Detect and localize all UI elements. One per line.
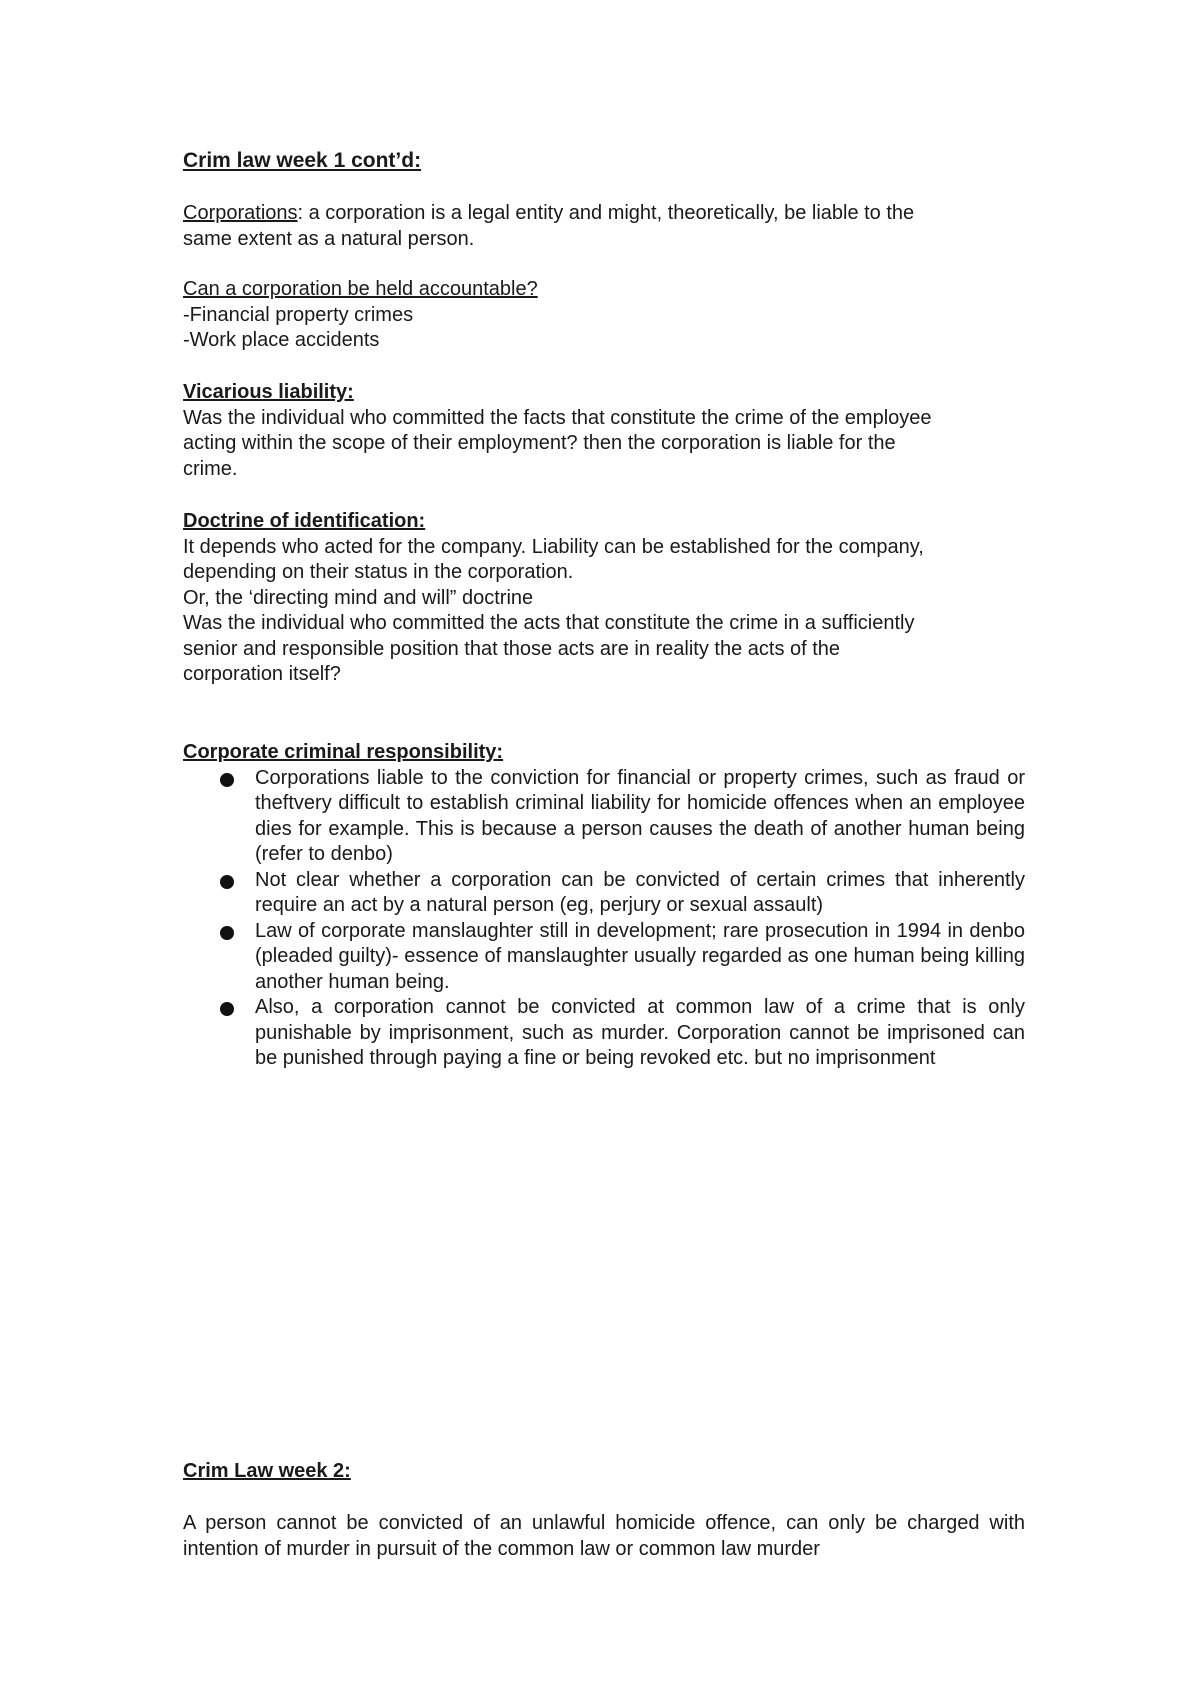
responsibility-section — [183, 740, 1025, 1072]
responsibility-list — [183, 766, 1025, 1072]
accountable-item: -Work place accidents — [183, 329, 380, 351]
page-title: Crim law week 1 cont’d: — [183, 149, 422, 172]
identification-heading: Doctrine of identification: — [183, 510, 426, 532]
vicarious-heading: Vicarious liability: — [183, 381, 354, 403]
identification-line: depending on their status in the corporation. — [183, 561, 574, 583]
list-item — [183, 766, 1025, 868]
identification-line: Was the individual who committed the acts that constitute the crime in a sufficiently — [183, 612, 915, 634]
accountable-question: Can a corporation be held accountable? — [183, 278, 538, 300]
identification-line: senior and responsible position that those acts are in reality the acts of the — [183, 637, 841, 660]
identification-line: It depends who acted for the company. Liability can be established for the company, — [183, 535, 924, 558]
list-item-text: Corporations liable to the conviction for financial or property crimes, such as fraud or theftvery difficult to establish criminal liability for homicide offences when an employee dies for example. This is because a person causes the death of another human being (refer to denbo) — [255, 766, 1025, 865]
identification-line: Or, the ‘directing mind and will” doctrine — [183, 586, 534, 609]
list-item — [183, 868, 1025, 919]
list-item-text: Not clear whether a corporation can be convicted of certain crimes that inherently require an act by a natural person (eg, perjury or sexual assault) — [255, 868, 1025, 916]
identification-line: corporation itself? — [183, 663, 341, 685]
responsibility-heading: Corporate criminal responsibility: — [183, 741, 504, 763]
corporations-paragraph — [183, 201, 1025, 252]
corporations-term: Corporations — [183, 202, 298, 224]
vicarious-line: Was the individual who committed the facts that constitute the crime of the employee — [183, 406, 932, 429]
accountable-item: -Financial property crimes — [183, 303, 414, 326]
bullet-icon — [220, 926, 234, 940]
week2-paragraph: A person cannot be convicted of an unlawful homicide offence, can only be charged with intention of murder in pursuit of the common law or common law murder — [183, 1512, 1025, 1560]
week2-title: Crim Law week 2: — [183, 1460, 351, 1482]
identification-section — [183, 509, 1025, 688]
bullet-icon — [220, 875, 234, 889]
accountable-section — [183, 277, 1025, 354]
vicarious-line: acting within the scope of their employment? then the corporation is liable for the — [183, 432, 896, 454]
vicarious-section — [183, 380, 1025, 482]
list-item-text: Also, a corporation cannot be convicted at common law of a crime that is only punishable by imprisonment, such as murder. Corporation cannot be imprisoned can be punished through paying a fine or being revoked etc. but no imprisonment — [255, 996, 1025, 1069]
corporations-text-2: same extent as a natural person. — [183, 227, 475, 250]
list-item — [183, 919, 1025, 996]
list-item-text: Law of corporate manslaughter still in development; rare prosecution in 1994 in denbo (pleaded guilty)- essence of manslaughter usually regarded as one human being killing another human being. — [255, 919, 1025, 993]
list-item — [183, 995, 1025, 1072]
corporations-text-1: : a corporation is a legal entity and might, theoretically, be liable to the — [297, 202, 915, 224]
vicarious-line: crime. — [183, 457, 238, 480]
bullet-icon — [220, 1002, 234, 1016]
bullet-icon — [220, 773, 234, 787]
